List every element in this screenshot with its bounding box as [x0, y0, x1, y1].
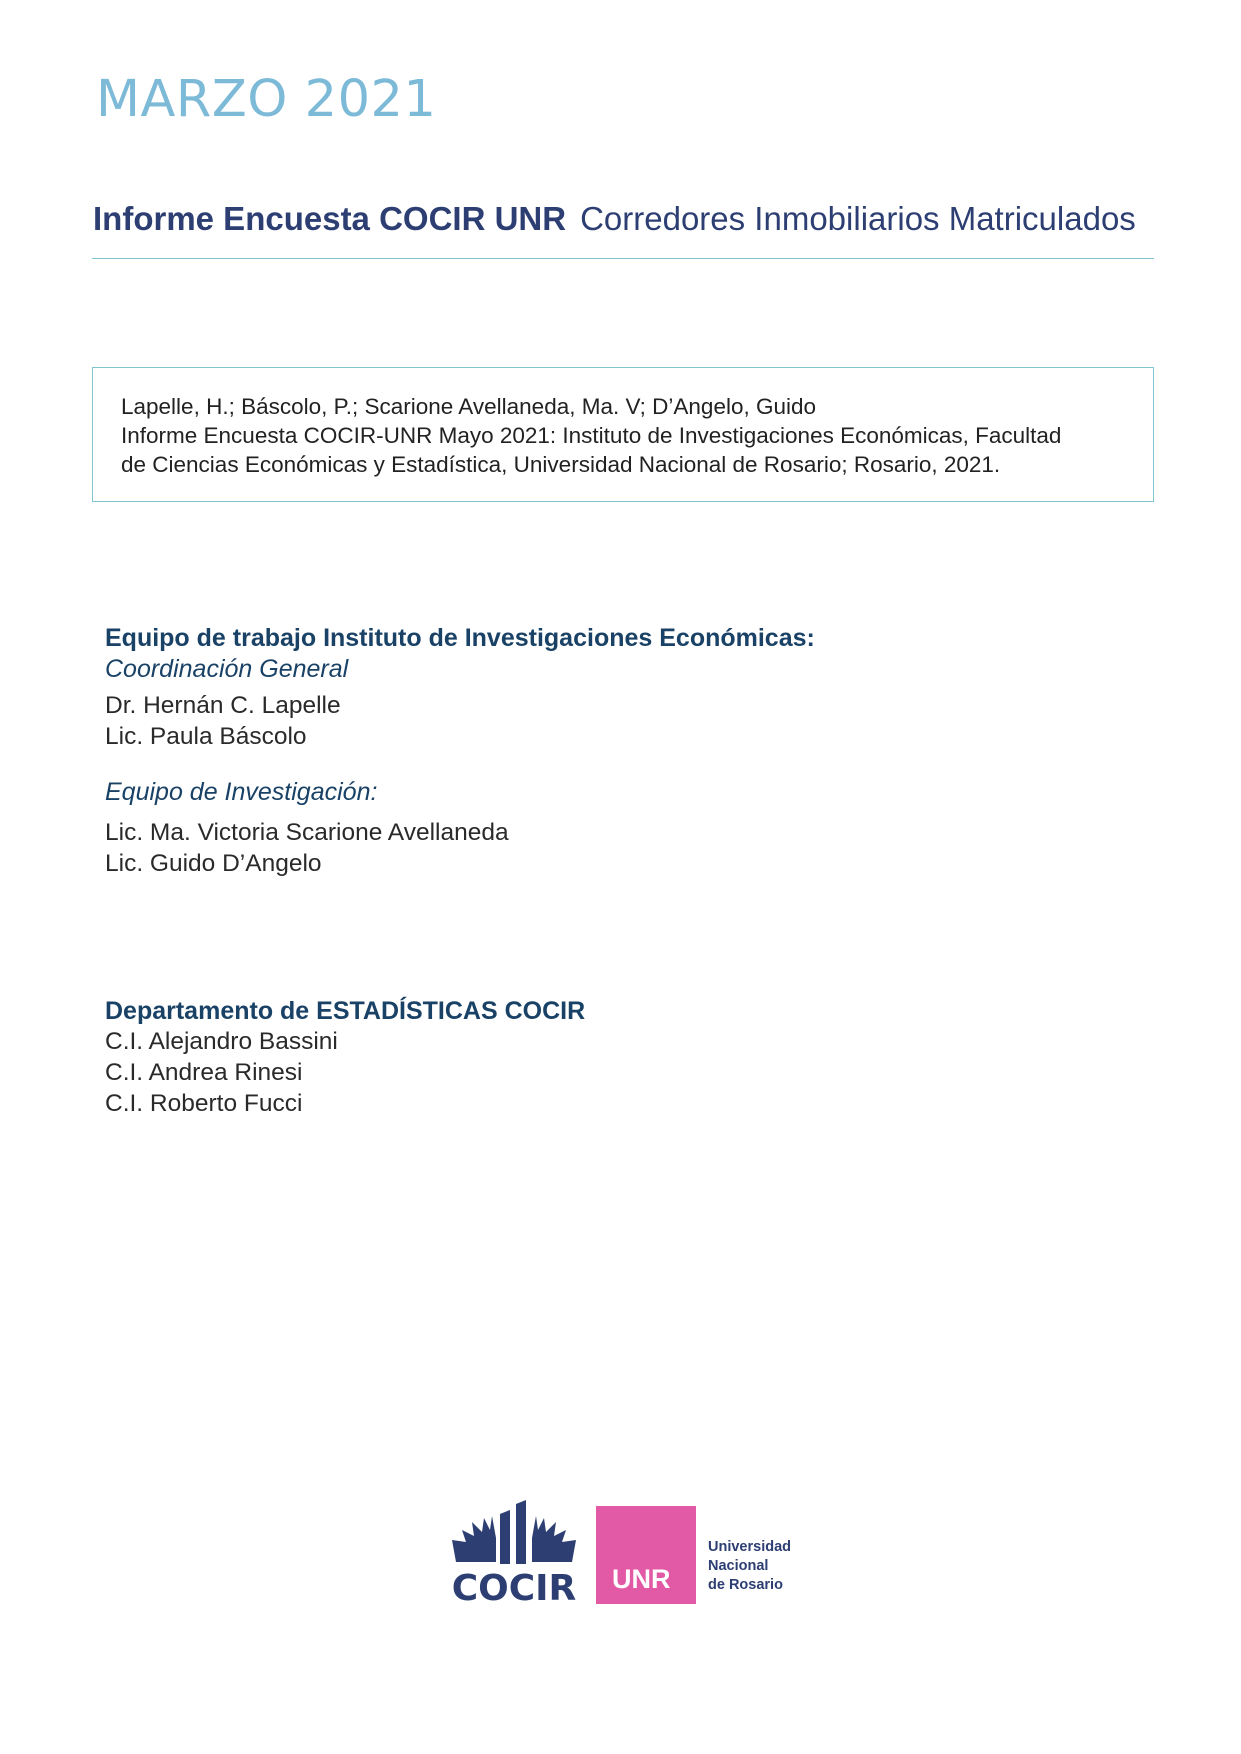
- unr-name-line: Universidad: [708, 1539, 791, 1555]
- researcher-name: Lic. Guido D’Angelo: [105, 850, 322, 877]
- citation-line: de Ciencias Económicas y Estadística, Universidad Nacional de Rosario; Rosario, 2021.: [121, 452, 1001, 477]
- title-divider: [92, 258, 1154, 259]
- citation-line: Lapelle, H.; Báscolo, P.; Scarione Avellaneda, Ma. V; D’Angelo, Guido: [121, 394, 817, 419]
- stats-member-name: C.I. Andrea Rinesi: [105, 1059, 303, 1086]
- citation-box: [92, 367, 1154, 502]
- coordinator-name: Dr. Hernán C. Lapelle: [105, 692, 341, 719]
- citation-line: Informe Encuesta COCIR-UNR Mayo 2021: Instituto de Investigaciones Económicas, Facultad: [121, 423, 1062, 448]
- unr-logo-text: UNR: [612, 1564, 671, 1594]
- unr-name: [708, 1538, 791, 1595]
- stats-department-section: [105, 997, 585, 1118]
- unr-name-line: de Rosario: [708, 1577, 783, 1593]
- team-section: [105, 624, 815, 878]
- footer-logos: [452, 1500, 812, 1615]
- report-title-main: Informe Encuesta COCIR UNR: [93, 200, 567, 237]
- stats-member-name: C.I. Roberto Fucci: [105, 1090, 303, 1117]
- unr-name-line: Nacional: [708, 1558, 769, 1574]
- cocir-logo-text: COCIR: [452, 1568, 576, 1608]
- stats-department-heading: Departamento de ESTADÍSTICAS COCIR: [105, 997, 586, 1025]
- team-heading: Equipo de trabajo Instituto de Investigaciones Económicas:: [105, 624, 815, 652]
- coordinator-name: Lic. Paula Báscolo: [105, 723, 307, 750]
- report-title: [93, 200, 1153, 238]
- researcher-name: Lic. Ma. Victoria Scarione Avellaneda: [105, 819, 509, 846]
- report-date: MARZO 2021: [96, 70, 437, 129]
- coordination-label: Coordinación General: [105, 655, 349, 683]
- stats-member-name: C.I. Alejandro Bassini: [105, 1028, 338, 1055]
- unr-logo: [596, 1506, 696, 1604]
- cocir-logo: [452, 1500, 576, 1608]
- research-label: Equipo de Investigación:: [105, 778, 378, 806]
- report-title-subtitle: Corredores Inmobiliarios Matriculados: [580, 200, 1136, 237]
